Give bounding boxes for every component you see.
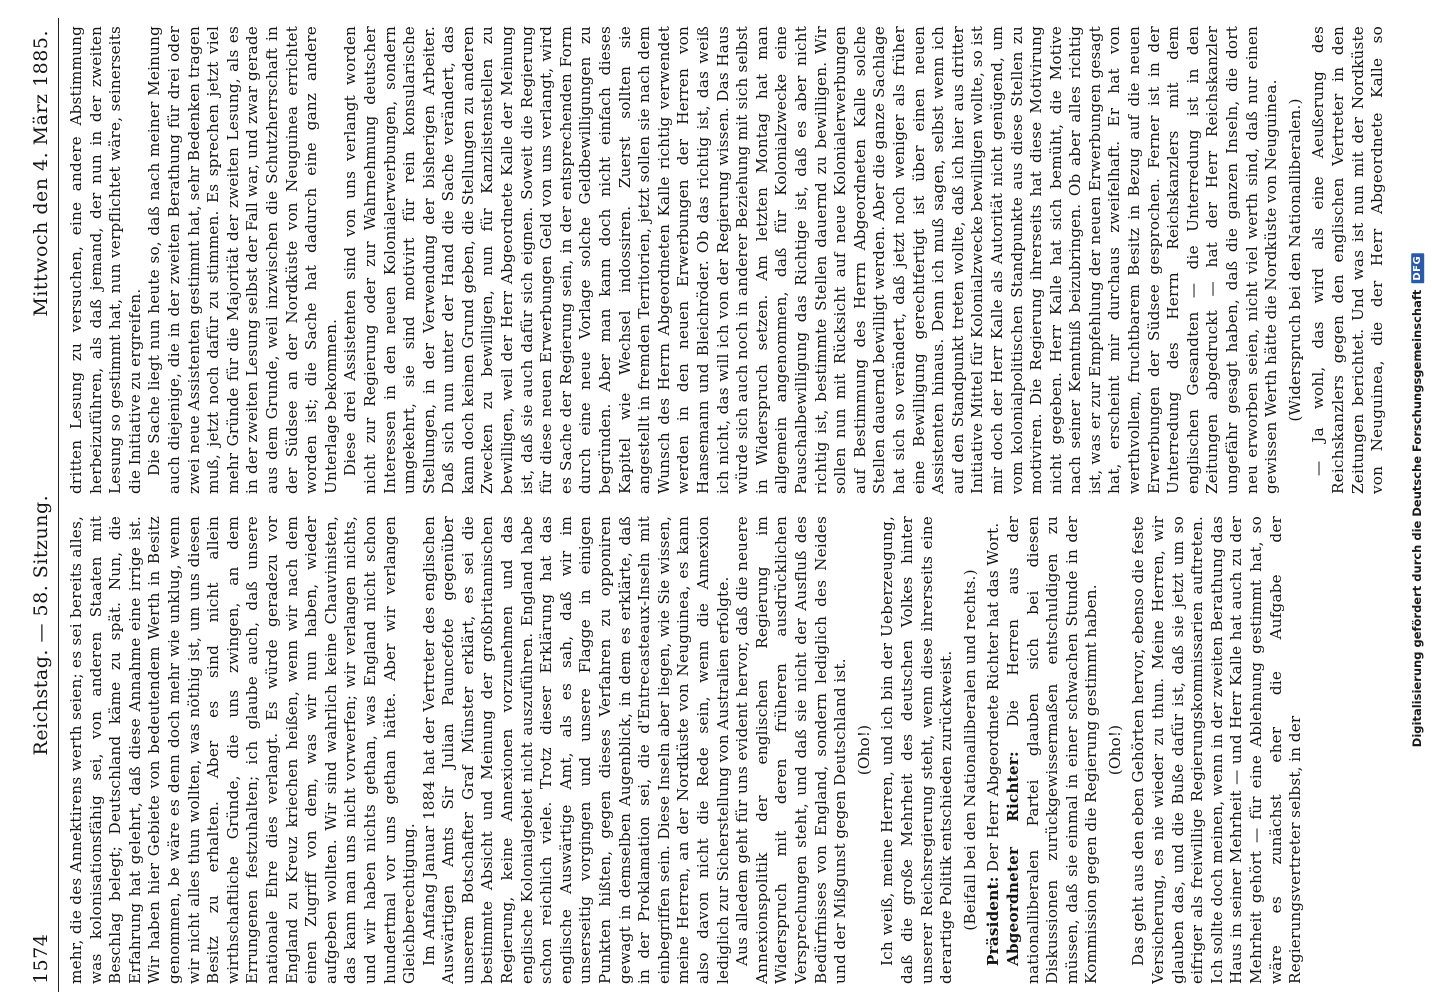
paragraph: — Ja wohl, das wird als eine Aeußerung des Reichskanzlers gegen den englischen Vertreter in den Zeitungen berichtet. Und was ist nun mit der Nordküste von Neuguinea, die der Herr Abgeordnete Kalle so <box>1309 26 1387 494</box>
paragraph: dritten Lesung zu versuchen, eine andere Abstimmung herbeizuführen, als daß jemand, der nun in der zweiten Lesung so gestimmt hat, nun verpflichtet wäre, seinerseits die Initiative zu ergreifen. <box>67 26 144 494</box>
speaker-paragraph <box>1004 516 1102 984</box>
paragraph: Aus alledem geht für uns evident hervor, daß die neuere Annexionspolitik der englischen Regierung im Widerspruch mit deren früheren ausdrücklichen Versprechungen steht, und daß sie nicht der Ausfluß des Bedürfnisses von England, sondern lediglich des Neides und der Mißgunst gegen Deutschland ist. <box>733 516 850 984</box>
paragraph: Die Sache liegt nun heute so, daß nach meiner Meinung auch diejenige, die in der zweiten Berathung für drei oder zwei neue Assistenten gestimmt hat, sehr Bedenken tragen muß, jetzt noch dafür zu stimmen. Es sprechen jetzt viel mehr Gründe für die Majorität der zweiten Lesung, als es in der zweiten Lesung selbst der Fall war, und zwar gerade aus dem Grunde, weil inzwischen die Schutzherrschaft in der Südsee an der Nordküste von Neuguinea errichtet worden ist; die Sache hat dadurch eine ganz andere Unterlage bekommen. <box>145 26 340 494</box>
right-column <box>67 26 1387 494</box>
speech-text: Die Herren aus der nationalliberalen Partei glauben sich bei diesen Diskussionen zurückgewissermaßen entschuldigen zu müssen, daß sie einmal in einer schwachen Stunde in der Kommission gegen die Regierung gestimmt haben. <box>1003 516 1101 984</box>
paragraph: Diese drei Assistenten sind von uns verlangt worden nicht zur Regierung oder zur Wahrnehmung deutscher Interessen in den neuen Kolonialerwerbungen, sondern umgekehrt, sie sind motivirt für rein konsularische Stellungen, in der Verwendung der bisherigen Arbeiter. Daß sich nun unter der Hand die Sache verändert, das kann doch keinen Grund geben, die Stellungen zu anderen Zwecken zu bewilligen, nun für Kanzlistenstellen zu bewilligen, weil der Herr Abgeordnete Kalle der Meinung ist, daß sie auch dafür sich eignen. Soweit die Regierung für diese neuen Erwerbungen Geld von uns verlangt, wird es Sache der Regierung sein, in der entsprechenden Form durch eine neue Vorlage solche Geldbewilligungen zu begründen. Aber man kann doch nicht einfach dieses Kapitel wie Wechsel indossiren. Zuerst sollten sie angestellt in fremden Territorien, jetzt sollen sie nach dem Wunsch des Herrn Abgeordneten Kalle richtig verwendet werden in den neuen Erwerbungen der Herren von Hansemann und Bleichröder. Ob das richtig ist, das weiß ich nicht, das will ich von der Regierung wissen. Das Haus würde sich auch noch in anderer Beziehung mit sich selbst in Widerspruch setzen. Am letzten Montag hat man allgemein angenommen, daß für Kolonialzwecke eine Pauschalbewilligung das Richtige ist, daß es aber nicht richtig ist, bestimmte Stellen dauernd zu bewilligen. Wir sollen nun mit Rücksicht auf neue Kolonialerwerbungen auf Bestimmung des Herrn Abgeordneten Kalle solche Stellen dauernd bewilligt werden. Aber die ganze Sachlage hat sich so verändert, daß jetzt noch weniger als früher eine Bewilligung gerechtfertigt ist über einen neuen Assistenten hinaus. Denn ich muß sagen, selbst wenn ich auf den Standpunkt treten wollte, daß ich hier aus dritter Initiative Mittel für Kolonialzwecke bewilligen wollte, so ist mir doch der Herr Kalle als Autorität nicht genügend, um vom kolonialpolitischen Standpunkte aus diese Stellen zu motiviren. Die Regierung ihrerseits hat diese Motivirung nicht gegeben. Herr Kalle hat sich bemüht, die Motive nach seiner Kenntniß beizubringen. Ob aber alles richtig ist, was er zur Empfehlung der neuen Erwerbungen gesagt hat, erscheint mir durchaus zweifelhaft. Er hat von werthvollem, fruchtbarem Besitz in Bezug auf die neuen Erwerbungen der Südsee gesprochen. Ferner ist in der Unterredung des Herrn Reichskanzlers mit dem englischen Gesandten — die Unterredung ist in den Zeitungen abgedruckt — hat der Herr Reichskanzler ungefähr gesagt haben, daß die ganzen Inseln, die dort neu erworben seien, nicht viel werth sind, daß nur einen gewissen Werth hätte die Nordküste von Neuguinea. <box>341 26 1281 494</box>
paragraph: Ich weiß, meine Herren, und ich bin der Ueberzeugung, daß die große Mehrheit des deutschen Volkes hinter unserer Reichsregierung steht, wenn diese ihrerseits eine derartige Politik entschieden zurückweist. <box>878 516 956 984</box>
digitization-credit <box>1404 20 1430 980</box>
interjection: (Widerspruch bei den Nationalliberalen.) <box>1285 98 1304 422</box>
page-header <box>30 18 59 992</box>
interjection: (Oho!) <box>1105 724 1124 776</box>
credit-rotated <box>1410 253 1424 747</box>
paragraph: mehr, die des Annektirens werth seien; es sei bereits alles, was kolonisationsfähig sei, von anderen Staaten mit Beschlag belegt; Deutschland käme zu spät. Nun, die Erfahrung hat gelehrt, daß diese Annahme eine irrige ist. Wir haben hier Gebiete von bedeutendem Werth in Besitz genommen, be wäre es denn doch mehr wie unklug, wenn wir nicht alles thun wollten, was nöthig ist, um uns diesen Besitz zu erhalten. Aber es sind nicht allein wirthschaftliche Gründe, die uns zwingen, an dem Errungenen festzuhalten; ich glaube auch, daß unsere nationale Ehre dies verlangt. Es würde geradezu vor England zu Kreuz kriechen heißen, wenn wir nach dem einen Zugriff von dem, was wir nun haben, wieder aufgeben wollten. Wir sind wahrlich keine Chauvinisten, das kann man uns nicht vorwerfen; wir verlangen nichts, und wir haben nichts gethan, was England nicht schon hundertmal vor uns gethan hätte. Aber wir verlangen Gleichberechtigung. <box>67 516 419 984</box>
speaker-paragraph <box>984 516 1004 984</box>
dfg-logo-icon: DFG <box>1411 253 1424 284</box>
speech-text: Der Herr Abgeordnete Richter hat das Wort. <box>984 522 1003 872</box>
credit-text: Digitalisierung gefördert durch die Deutsche Forschungsgemeinschaft <box>1410 289 1424 748</box>
speaker-name: Abgeordneter Richter: <box>1003 751 1022 966</box>
interjection: (Beifall bei den Nationalliberalen und rechts.) <box>960 569 979 931</box>
interjection: (Oho!) <box>854 724 873 776</box>
session-title: Reichstag. — 58. Sitzung. <box>30 494 52 756</box>
left-column <box>67 516 1387 984</box>
session-date: Mittwoch den 4. März 1885. <box>30 30 52 317</box>
paragraph: Das geht aus den eben Gehörten hervor, ebenso die feste Versicherung, es nie wieder zu thun. Meine Herren, wir glauben das, und die Buße dafür ist, daß sie jetzt um so eifriger als freiwillige Regierungskommissarien auftreten. Ich sollte doch meinen, wenn in der zweiten Berathung das Haus in seiner Mehrheit — und Herr Kalle hat auch zu der Mehrheit gehört — für eine Ablehnung gestimmt hat, so wäre es zunächst eher die Aufgabe der Regierungsvertreter selbst, in der <box>1129 516 1305 984</box>
speaker-name: Präsident: <box>984 876 1003 966</box>
text-columns <box>67 18 1387 992</box>
paragraph: Im Anfang Januar 1884 hat der Vertreter des englischen Auswärtigen Amts Sir Julian Pauncefote gegenüber unserem Botschafter Graf Münster erklärt, es sei die bestimmte Absicht und Meinung der großbritannischen Regierung, keine Annexionen vorzunehmen und das englische Kolonialgebiet nicht auszuführen. England habe schon reichlich viele. Trotz dieser Erklärung hat das englische Auswärtige Amt, als es sah, daß wir im unserseitig vorgingen und unsere Flagge in einigen Punkten hißten, gegen dieses Verfahren zu opponiren gewagt in demselben Augenblick, in dem es erklärte, daß in der Proklamation sei, die d'Entrecasteaux-Inseln mit einbegriffen sein. Diese Inseln aber liegen, wie Sie wissen, meine Herren, an der Nordküste von Neuguinea, es kann also davon nicht die Rede sein, wenn die Annexion lediglich zur Sicherstellung von Australien erfolgte. <box>419 516 732 984</box>
page-number: 1574 <box>30 933 52 984</box>
